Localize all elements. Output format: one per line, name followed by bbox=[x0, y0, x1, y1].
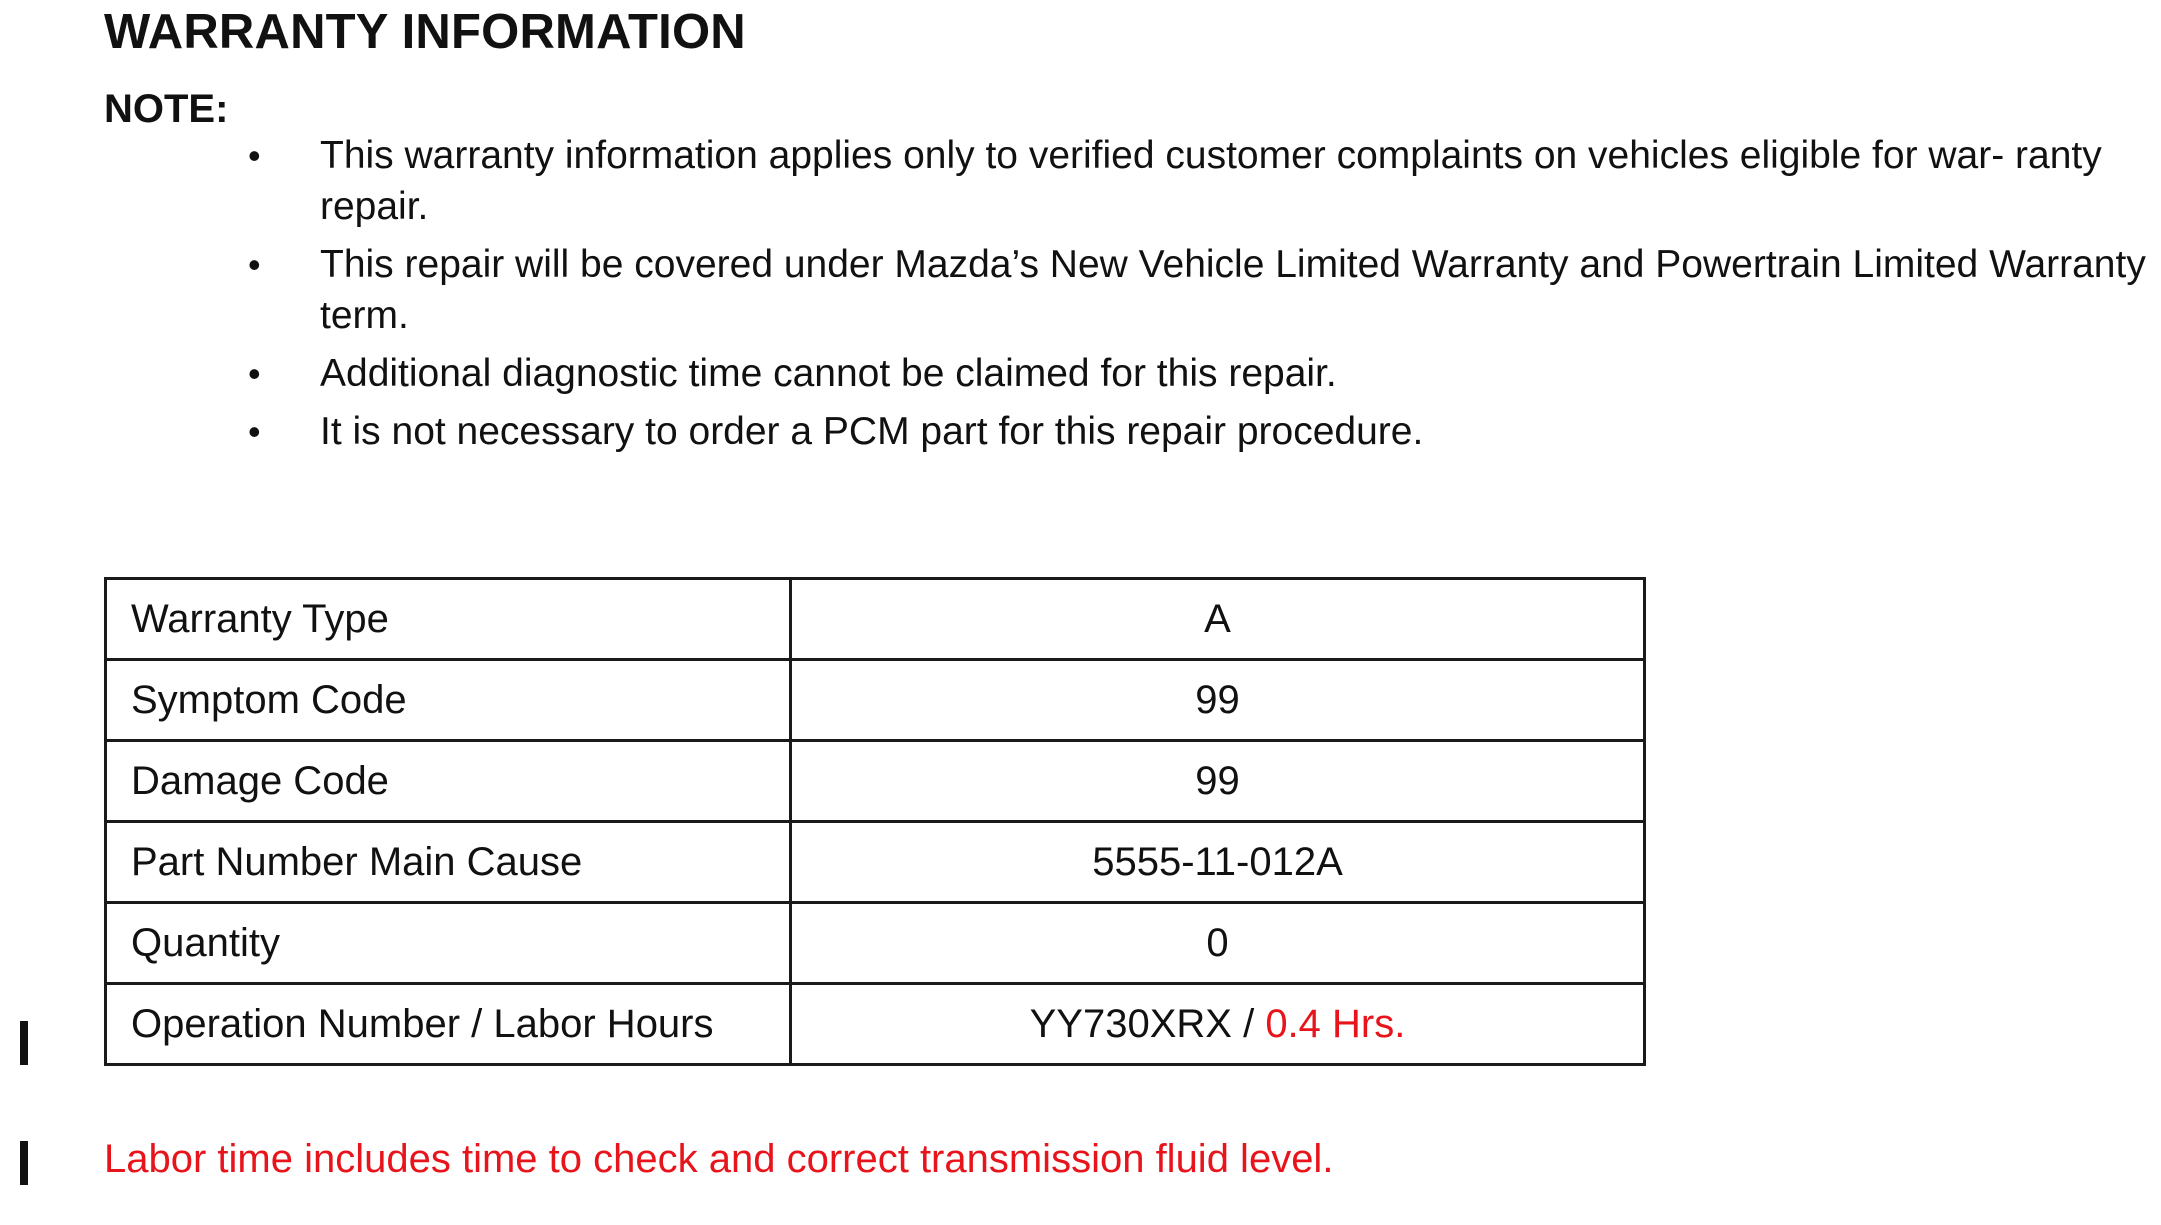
note-item bbox=[248, 239, 2148, 341]
note-text: This warranty information applies only to verified customer complaints on vehicles eligible for war- ranty repair. bbox=[320, 134, 2102, 228]
bullet-icon: • bbox=[248, 244, 261, 285]
table-row bbox=[106, 741, 1645, 822]
row-value: 99 bbox=[791, 741, 1645, 822]
note-item bbox=[248, 348, 2148, 399]
labor-footnote: Labor time includes time to check and correct transmission fluid level. bbox=[104, 1137, 1334, 1181]
table-row bbox=[106, 984, 1645, 1065]
table-row bbox=[106, 579, 1645, 660]
note-text: It is not necessary to order a PCM part for this repair procedure. bbox=[320, 410, 1424, 453]
row-label: Quantity bbox=[106, 903, 791, 984]
row-label: Operation Number / Labor Hours bbox=[106, 984, 791, 1065]
row-value: 5555-11-012A bbox=[791, 822, 1645, 903]
page-title: WARRANTY INFORMATION bbox=[104, 5, 746, 59]
row-value: A bbox=[791, 579, 1645, 660]
row-value: 99 bbox=[791, 660, 1645, 741]
revision-bar-icon bbox=[20, 1021, 28, 1065]
operation-number: YY730XRX / bbox=[1029, 1001, 1266, 1046]
labor-hours: 0.4 Hrs. bbox=[1265, 1001, 1406, 1046]
row-label: Warranty Type bbox=[106, 579, 791, 660]
row-value bbox=[791, 984, 1645, 1065]
note-label: NOTE: bbox=[104, 87, 229, 131]
note-list bbox=[248, 130, 2148, 464]
note-text: Additional diagnostic time cannot be claimed for this repair. bbox=[320, 352, 1337, 395]
bullet-icon: • bbox=[248, 135, 261, 176]
warranty-table bbox=[104, 577, 1646, 1066]
table-row bbox=[106, 822, 1645, 903]
table-row bbox=[106, 660, 1645, 741]
row-value: 0 bbox=[791, 903, 1645, 984]
revision-bar-icon bbox=[20, 1141, 28, 1185]
note-text: This repair will be covered under Mazda’s New Vehicle Limited Warranty and Powertrain Limited Warranty term. bbox=[320, 243, 2146, 337]
bullet-icon: • bbox=[248, 353, 261, 394]
note-item bbox=[248, 406, 2148, 457]
row-label: Damage Code bbox=[106, 741, 791, 822]
table-row bbox=[106, 903, 1645, 984]
row-label: Part Number Main Cause bbox=[106, 822, 791, 903]
bullet-icon: • bbox=[248, 411, 261, 452]
row-label: Symptom Code bbox=[106, 660, 791, 741]
note-item bbox=[248, 130, 2148, 232]
